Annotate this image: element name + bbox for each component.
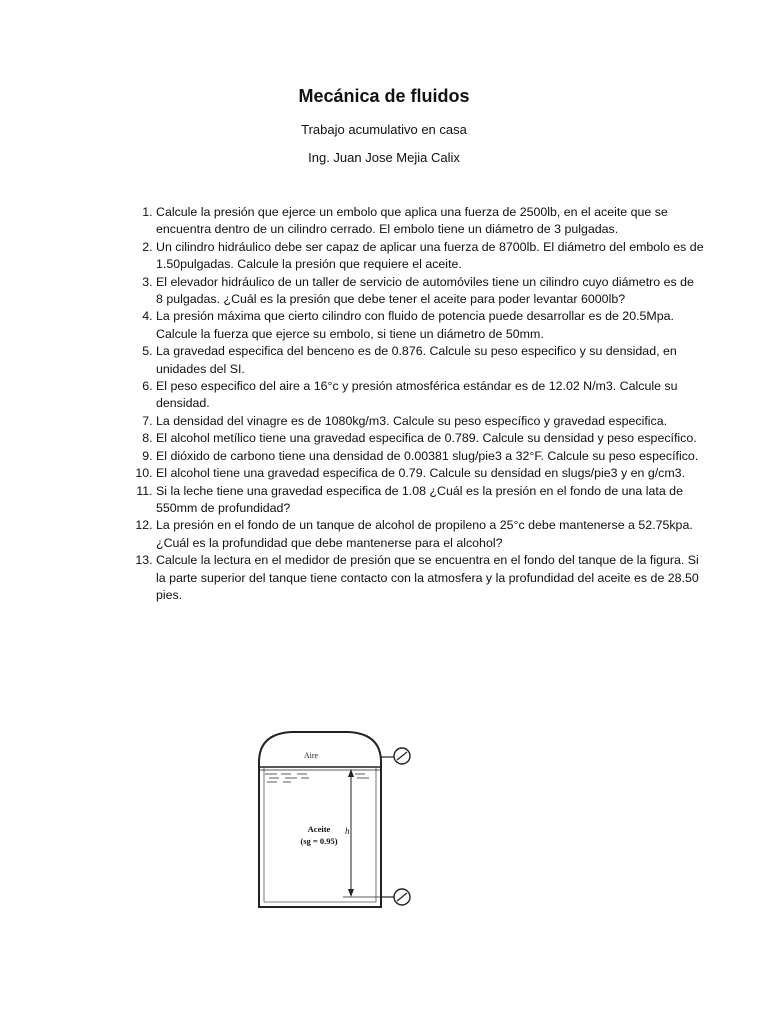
oil-label: Aceite bbox=[307, 824, 331, 834]
question-item: 2. Un cilindro hidráulico debe ser capaz de aplicar una fuerza de 8700lb. El diámetro del embolo es de 1.50pulgadas. Calcule la presión que requiere el aceite. bbox=[156, 239, 704, 274]
question-item: 10. El alcohol tiene una gravedad especifica de 0.79. Calcule su densidad en slugs/pie3 y en g/cm3. bbox=[156, 465, 704, 482]
question-item: 8. El alcohol metílico tiene una gravedad especifica de 0.789. Calcule su densidad y peso específico. bbox=[156, 430, 704, 447]
question-item: 13. Calcule la lectura en el medidor de presión que se encuentra en el fondo del tanque de la figura. Si la parte superior del tanque tiene contacto con la atmosfera y la profundidad del aceite es de 28.50 pies. bbox=[156, 552, 704, 604]
surface-ripples bbox=[265, 774, 369, 782]
height-label: h bbox=[345, 826, 350, 836]
question-item: 12. La presión en el fondo de un tanque de alcohol de propileno a 25°c debe mantenerse a 52.75kpa. ¿Cuál es la profundidad que debe mantenerse para el alcohol? bbox=[156, 517, 704, 552]
question-list bbox=[120, 204, 704, 604]
document-author: Ing. Juan Jose Mejia Calix bbox=[308, 150, 460, 165]
question-item: 7. La densidad del vinagre es de 1080kg/m3. Calcule su peso específico y gravedad especifica. bbox=[156, 413, 704, 430]
question-item: 9. El dióxido de carbono tiene una densidad de 0.00381 slug/pie3 a 32°F. Calcule su peso específico. bbox=[156, 448, 704, 465]
question-item: 5. La gravedad especifica del benceno es de 0.876. Calcule su peso especifico y su densidad, en unidades del SI. bbox=[156, 343, 704, 378]
question-item: 4. La presión máxima que cierto cilindro con fluido de potencia puede desarrollar es de 20.5Mpa. Calcule la fuerza que ejerce su embolo, si tiene un diámetro de 50mm. bbox=[156, 308, 704, 343]
tank-figure bbox=[231, 722, 436, 922]
question-item: 6. El peso especifico del aire a 16°c y presión atmosférica estándar es de 12.02 N/m3. Calcule su densidad. bbox=[156, 378, 704, 413]
question-item: 3. El elevador hidráulico de un taller de servicio de automóviles tiene un cilindro cuyo diámetro es de 8 pulgadas. ¿Cuál es la presión que debe tener el aceite para poder levantar 6000lb? bbox=[156, 274, 704, 309]
question-item: 11. Si la leche tiene una gravedad especifica de 1.08 ¿Cuál es la presión en el fondo de una lata de 550mm de profundidad? bbox=[156, 483, 704, 518]
document-subtitle: Trabajo acumulativo en casa bbox=[301, 122, 467, 137]
specific-gravity-label: (sg = 0.95) bbox=[300, 836, 338, 846]
arrow-down-icon bbox=[348, 889, 354, 897]
document-title: Mecánica de fluidos bbox=[298, 86, 470, 106]
question-item: 1. Calcule la presión que ejerce un embolo que aplica una fuerza de 2500lb, en el aceite que se encuentra dentro de un cilindro cerrado. El embolo tiene un diámetro de 3 pulgadas. bbox=[156, 204, 704, 239]
tank-outline bbox=[259, 732, 381, 907]
air-label: Aire bbox=[303, 751, 319, 760]
tank-inner-wall bbox=[264, 767, 376, 902]
tank-diagram bbox=[231, 722, 436, 922]
